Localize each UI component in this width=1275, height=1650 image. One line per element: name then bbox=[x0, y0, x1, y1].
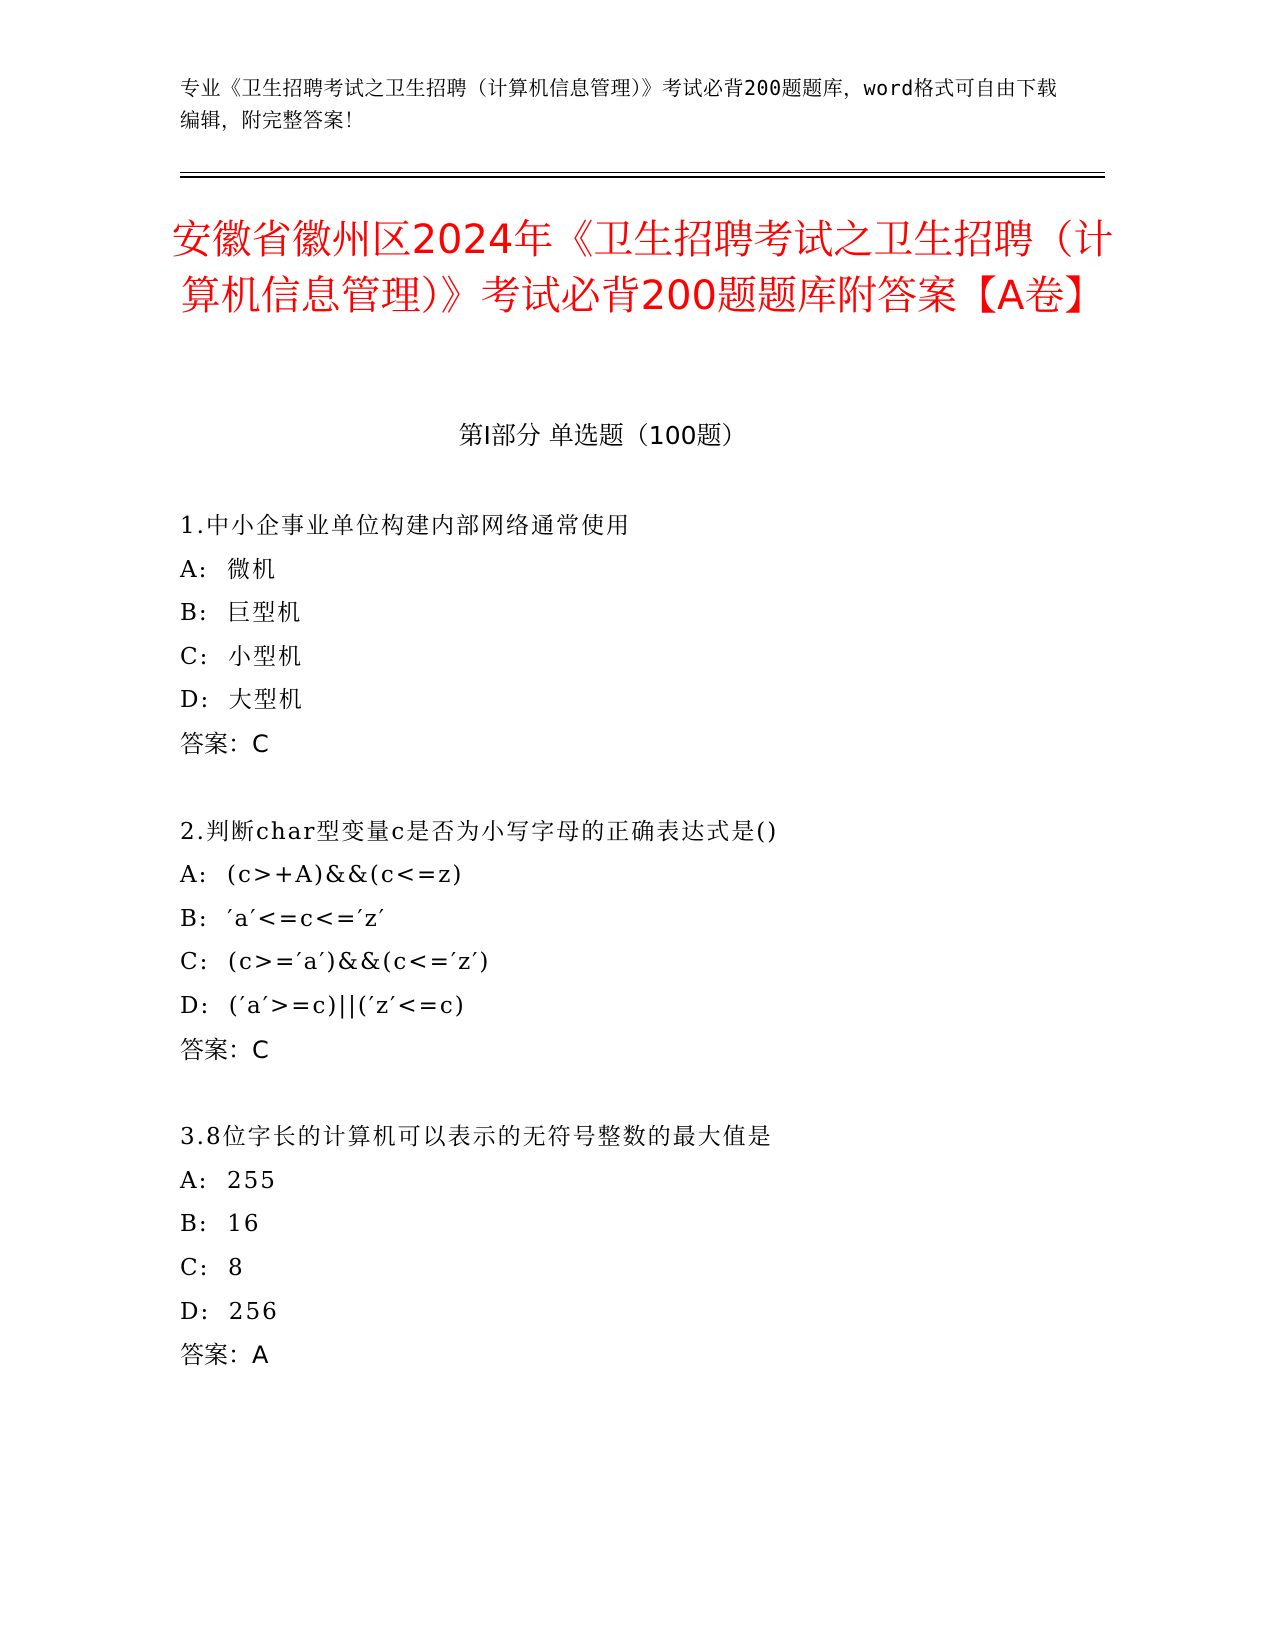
option-d: D: 256 bbox=[180, 1298, 279, 1325]
option-b: B: 巨型机 bbox=[180, 600, 303, 627]
header-divider-thin bbox=[180, 172, 1105, 173]
header-divider-thick bbox=[180, 176, 1105, 178]
answer: 答案：A bbox=[180, 1341, 269, 1370]
question-stem: 1.中小企事业单位构建内部网络通常使用 bbox=[180, 513, 631, 539]
header-note: 专业《卫生招聘考试之卫生招聘（计算机信息管理）》考试必背200题题库，word格式可自由下载编辑，附完整答案！ bbox=[180, 76, 1058, 132]
option-d: D: (′a′>=c)||(′z′<=c) bbox=[180, 992, 466, 1019]
document-title: 安徽省徽州区2024年《卫生招聘考试之卫生招聘（计算机信息管理）》考试必背200题题库附答案【A卷】 bbox=[171, 217, 1114, 319]
question-3 bbox=[180, 1116, 1120, 1378]
question-stem: 2.判断char型变量c是否为小写字母的正确表达式是() bbox=[180, 818, 779, 845]
option-d: D: 大型机 bbox=[180, 687, 304, 714]
option-b: B: ′a′<=c<=′z′ bbox=[180, 905, 386, 932]
option-a: A: 微机 bbox=[180, 556, 277, 583]
option-c: C: 小型机 bbox=[180, 643, 303, 670]
answer: 答案：C bbox=[180, 1035, 269, 1064]
question-2 bbox=[180, 811, 1120, 1073]
option-a: A: (c>+A)&&(c<=z) bbox=[180, 862, 464, 889]
option-a: A: 255 bbox=[180, 1167, 277, 1194]
question-stem: 3.8位字长的计算机可以表示的无符号整数的最大值是 bbox=[180, 1124, 773, 1151]
question-1 bbox=[180, 505, 1120, 767]
section-heading: 第Ⅰ部分 单选题（100题） bbox=[458, 421, 747, 450]
option-b: B: 16 bbox=[180, 1211, 261, 1238]
option-c: C: 8 bbox=[180, 1254, 245, 1281]
question-list bbox=[180, 505, 1120, 1422]
option-c: C: (c>=′a′)&&(c<=′z′) bbox=[180, 949, 491, 976]
answer: 答案：C bbox=[180, 729, 269, 758]
